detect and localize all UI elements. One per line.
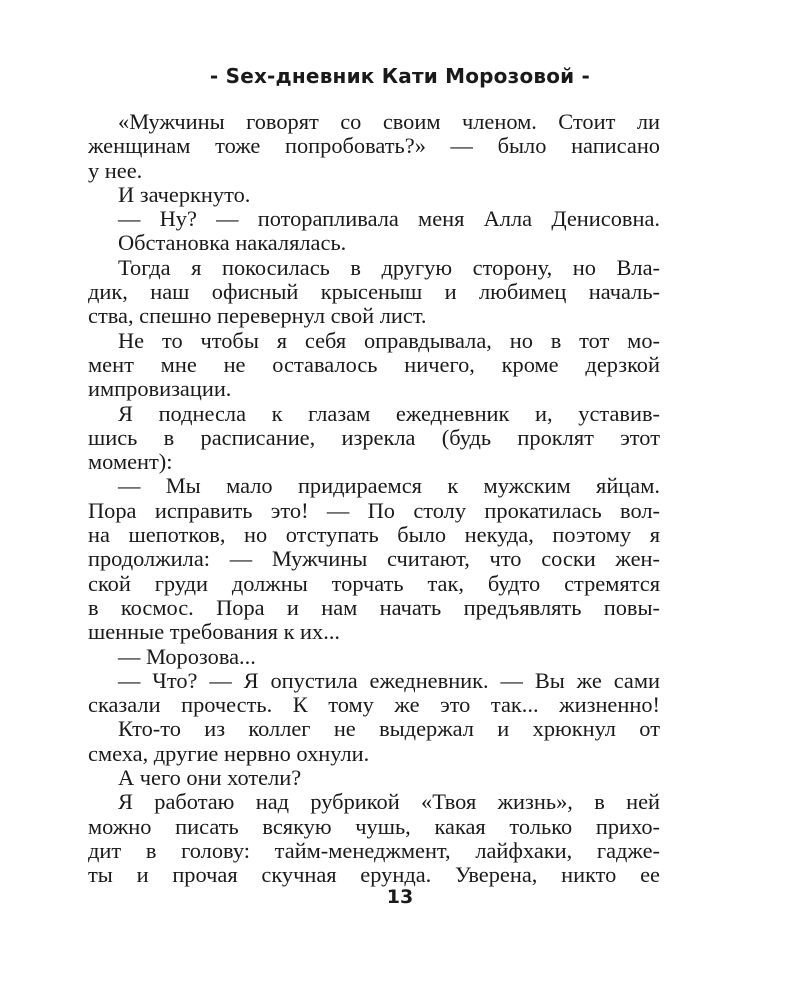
text-line: на шепотков, но отступать было некуда, поэтому я <box>88 522 660 548</box>
text-line: у нее. <box>88 157 143 183</box>
running-header: - Sex-дневник Кати Морозовой - <box>209 64 591 88</box>
text-line: импровизации. <box>88 376 232 402</box>
text-line: Тогда я покосилась в другую сторону, но Вла- <box>118 254 660 280</box>
text-line: дит в голову: тайм-менеджмент, лайфхаки, гадже- <box>88 837 660 863</box>
text-line: А чего они хотели? <box>118 765 302 791</box>
text-line: смеха, другие нервно охнули. <box>88 740 370 766</box>
text-line: женщинам тоже попробовать?» — было написано <box>88 133 660 159</box>
text-line: продолжила: — Мужчины считают, что соски жен- <box>88 546 660 572</box>
text-line: мент мне не оставалось ничего, кроме дерзкой <box>88 351 660 377</box>
text-line: — Мы мало придираемся к мужским яйцам. <box>118 473 660 499</box>
text-line: — Что? — Я опустила ежедневник. — Вы же сами <box>118 667 660 693</box>
text-line: сказали прочесть. К тому же это так... жизненно! <box>88 692 660 718</box>
text-line: ской груди должны торчать так, будто стремятся <box>88 570 660 596</box>
text-line: Не то чтобы я себя оправдывала, но в тот мо- <box>118 327 660 353</box>
text-line: можно писать всякую чушь, какая только прихо- <box>88 813 660 839</box>
text-line: «Мужчины говорят со своим членом. Стоит ли <box>118 109 660 134</box>
text-line: — Морозова... <box>118 643 256 669</box>
text-line: момент): <box>88 449 173 475</box>
text-line: в космос. Пора и нам начать предъявлять повы- <box>88 594 660 620</box>
text-line: И зачеркнуто. <box>118 181 251 207</box>
page-number: 13 <box>386 886 414 908</box>
text-line: ства, спешно перевернул свой лист. <box>88 303 427 329</box>
text-line: шись в расписание, изрекла (будь проклят этот <box>88 424 660 450</box>
text-line: Я работаю над рубрикой «Твоя жизнь», в ней <box>118 789 660 815</box>
text-line: Кто-то из коллег не выдержал и хрюкнул от <box>118 716 660 742</box>
text-line: Я поднесла к глазам ежедневник и, уставив- <box>118 400 660 426</box>
text-line: шенные требования к их... <box>88 619 341 645</box>
text-line: ты и прочая скучная ерунда. Уверена, никто ее <box>88 862 660 888</box>
text-line: Обстановка накалялась. <box>118 230 347 256</box>
text-line: — Ну? — поторапливала меня Алла Денисовна. <box>118 206 660 232</box>
text-line: дик, наш офисный крысеныш и любимец началь- <box>88 279 660 305</box>
text-line: Пора исправить это! — По столу прокатилась вол- <box>88 497 660 523</box>
body-text <box>88 110 660 888</box>
